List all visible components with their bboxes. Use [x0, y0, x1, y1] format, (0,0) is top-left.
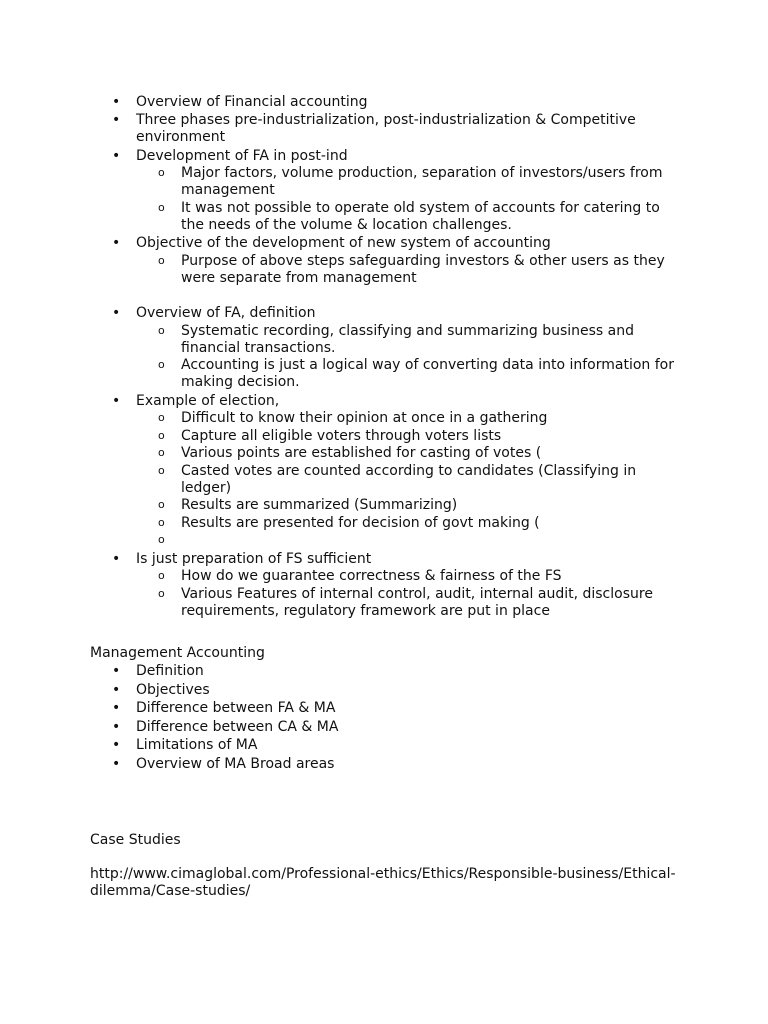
- sub-list-item: o Purpose of above steps safeguarding investors & other users as they were separate from management: [90, 253, 680, 287]
- sub-list: [136, 410, 680, 549]
- sub-list-item: o Systematic recording, classifying and summarizing business and financial transactions.: [90, 323, 680, 357]
- list-item: [90, 112, 680, 146]
- ma-list: [90, 663, 680, 773]
- list-item: • Overview of MA Broad areas: [90, 756, 680, 773]
- sub-list: [136, 253, 680, 287]
- fa-list-1: [90, 94, 680, 287]
- case-studies-heading: Case Studies: [90, 831, 181, 848]
- sub-list-item: o Major factors, volume production, separation of investors/users from management: [90, 165, 680, 199]
- list-item-text: Example of election,: [136, 392, 280, 409]
- list-item: • Difference between CA & MA: [90, 719, 680, 736]
- list-item: [90, 305, 680, 391]
- list-item-text: Is just preparation of FS sufficient: [136, 550, 372, 567]
- sub-list-item-empty: [90, 532, 680, 549]
- list-item: [90, 94, 680, 111]
- list-item: • Definition: [90, 663, 680, 680]
- sub-list-item: o How do we guarantee correctness & fairness of the FS: [90, 568, 680, 585]
- list-item: [90, 551, 680, 620]
- list-item: • Difference between FA & MA: [90, 700, 680, 717]
- document-page: [90, 92, 680, 900]
- list-item: [90, 235, 680, 287]
- list-item-text: Overview of FA, definition: [136, 305, 316, 321]
- sub-list-item: o Capture all eligible voters through voters lists: [90, 428, 680, 445]
- list-item-text: Development of FA in post-ind: [136, 147, 348, 164]
- case-studies-link[interactable]: http://www.cimaglobal.com/Professional-ethics/Ethics/Responsible-business/Ethical-dilemma/Case-studies/: [90, 865, 676, 899]
- list-item-text: Three phases pre-industrialization, post-industrialization & Competitive environment: [136, 112, 636, 145]
- sub-list-item: o It was not possible to operate old system of accounts for catering to the needs of the volume & location challenges.: [90, 200, 680, 234]
- fa-list-2: [90, 305, 680, 620]
- sub-list-item: o Various Features of internal control, audit, internal audit, disclosure requirements, regulatory framework are put in place: [90, 586, 680, 620]
- blank-line: [90, 287, 680, 304]
- list-item: [90, 393, 680, 550]
- sub-list: [136, 568, 680, 620]
- sub-list-item: o Results are summarized (Summarizing): [90, 497, 680, 514]
- sub-list-item: o Difficult to know their opinion at once in a gathering: [90, 410, 680, 427]
- sub-list-item: o Casted votes are counted according to candidates (Classifying in ledger): [90, 463, 680, 497]
- sub-list: [136, 165, 680, 234]
- list-item-text: Objective of the development of new system of accounting: [136, 235, 551, 251]
- sub-list-item: o Accounting is just a logical way of converting data into information for making decision.: [90, 357, 680, 391]
- sub-list: [136, 323, 680, 392]
- list-item: • Limitations of MA: [90, 737, 680, 754]
- management-accounting-heading: Management Accounting: [90, 644, 265, 661]
- sub-list-item: o Results are presented for decision of govt making (: [90, 515, 680, 532]
- sub-list-item: o Various points are established for casting of votes (: [90, 445, 680, 462]
- list-item: • Objectives: [90, 682, 680, 699]
- list-item: [90, 148, 680, 234]
- list-item-text: Overview of Financial accounting: [136, 93, 368, 110]
